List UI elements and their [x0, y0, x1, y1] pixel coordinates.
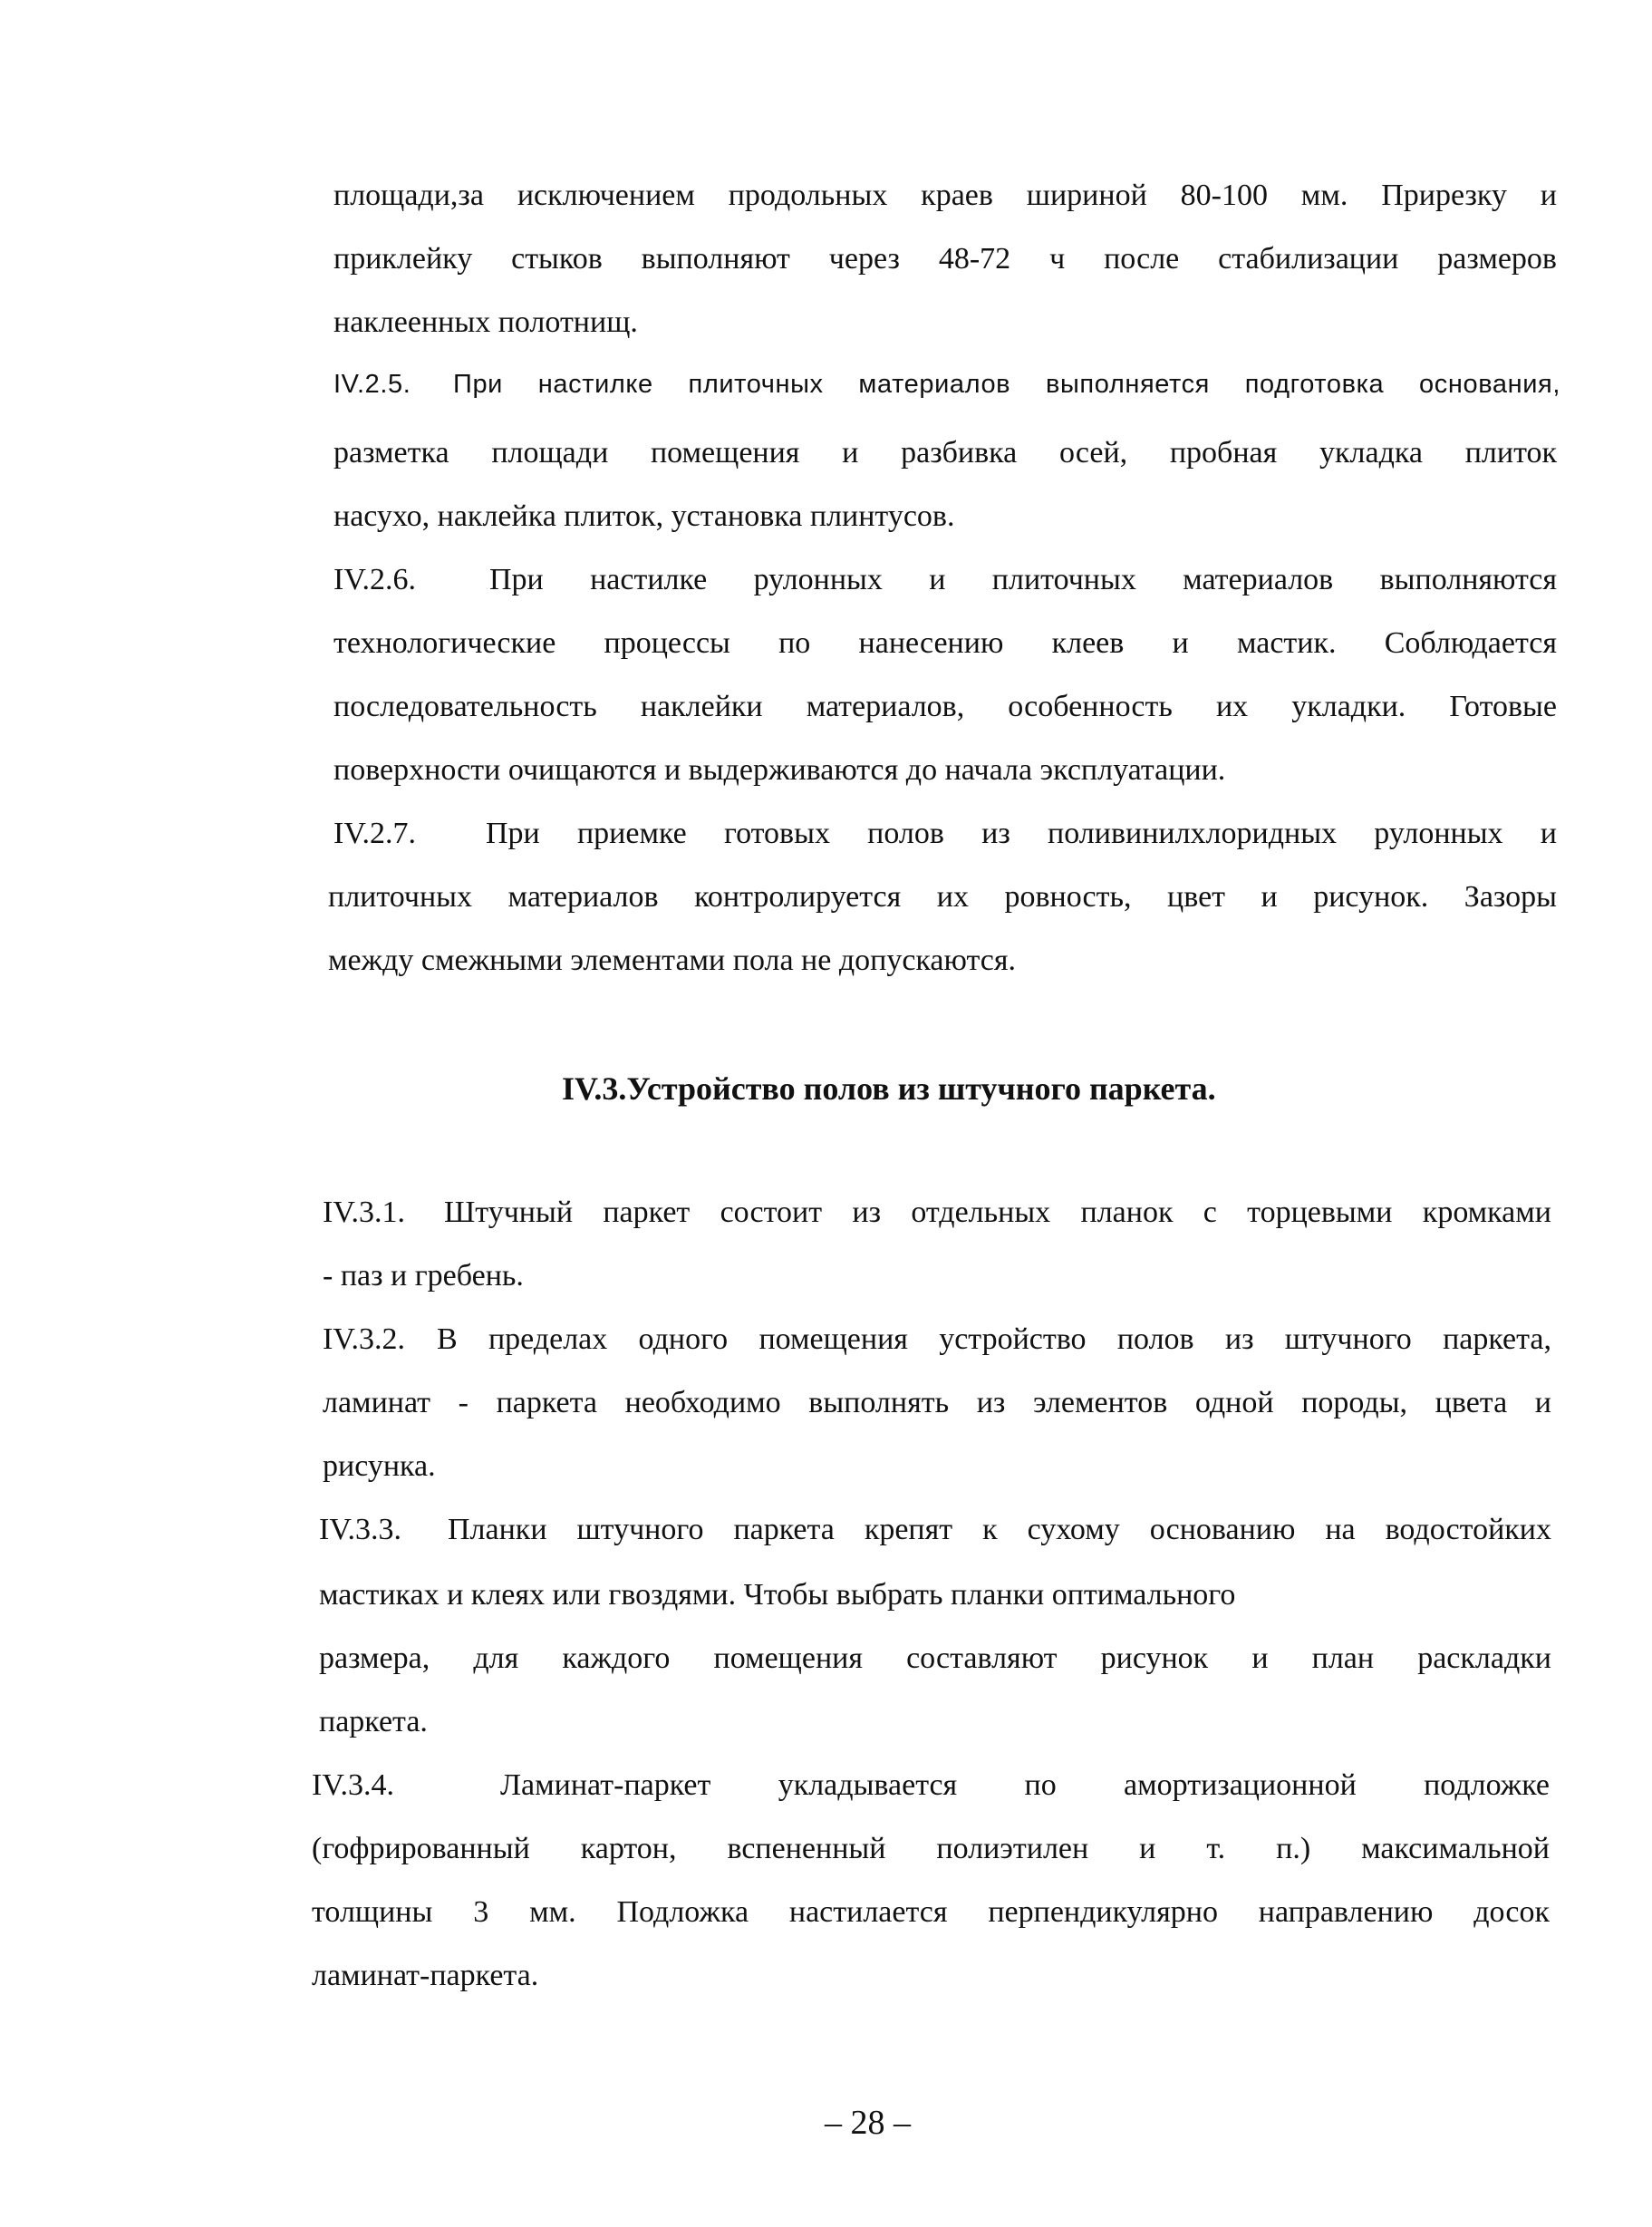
- section-heading: IV.3.Устройство полов из штучного паркета.: [562, 1070, 1216, 1107]
- paragraph-number: IV.2.7.: [333, 817, 416, 850]
- paragraph-line: поверхности очищаются и выдерживаются до начала эксплуатации.: [333, 753, 1226, 787]
- paragraph-number: IV.3.3.: [319, 1513, 401, 1546]
- paragraph-line: Ламинат-паркет укладывается по амортизационной подложке: [500, 1768, 1550, 1802]
- paragraph-line: Планки штучного паркета крепят к сухому основанию на водостойких: [448, 1513, 1551, 1546]
- paragraph-line: ламинат - паркета необходимо выполнять из элементов одной породы, цвета и: [323, 1386, 1551, 1419]
- paragraph-line: разметка площади помещения и разбивка осей, пробная укладка плиток: [333, 436, 1557, 470]
- paragraph-line: площади,за исключением продольных краев шириной 80-100 мм. Прирезку и: [333, 179, 1557, 212]
- page-number: – 28 –: [825, 2104, 911, 2142]
- paragraph-number: IV.3.2.: [323, 1322, 405, 1356]
- paragraph-line: При приемке готовых полов из поливинилхлоридных рулонных и: [486, 817, 1557, 850]
- paragraph-line: При настилке рулонных и плиточных материалов выполняются: [489, 563, 1557, 596]
- paragraph-line: последовательность наклейки материалов, особенность их укладки. Готовые: [333, 690, 1557, 723]
- paragraph-number: IV.3.4.: [312, 1768, 394, 1802]
- paragraph-line: размера, для каждого помещения составляют рисунок и план раскладки: [319, 1641, 1551, 1675]
- paragraph-line: - паз и гребень.: [323, 1259, 524, 1293]
- paragraph-line: наклеенных полотнищ.: [333, 305, 638, 339]
- paragraph-line: технологические процессы по нанесению клеев и мастик. Соблюдается: [333, 626, 1557, 660]
- paragraph-line: Штучный паркет состоит из отдельных планок с торцевыми кромками: [444, 1196, 1551, 1229]
- paragraph-line: мастиках и клеях или гвоздями. Чтобы выбрать планки оптимального: [319, 1578, 1236, 1612]
- paragraph-number: IV.3.1.: [323, 1196, 405, 1229]
- paragraph-line: При настилке плиточных материалов выполняется подготовка основания,: [453, 370, 1560, 399]
- paragraph-line: паркета.: [319, 1705, 428, 1738]
- paragraph-line: между смежными элементами пола не допускаются.: [328, 944, 1016, 977]
- paragraph-line: толщины 3 мм. Подложка настилается перпендикулярно направлению досок: [312, 1895, 1550, 1929]
- paragraph-line: плиточных материалов контролируется их ровность, цвет и рисунок. Зазоры: [328, 880, 1557, 914]
- paragraph-line: (гофрированный картон, вспененный полиэтилен и т. п.) максимальной: [312, 1832, 1550, 1865]
- paragraph-line: насухо, наклейка плиток, установка плинтусов.: [333, 499, 955, 533]
- paragraph-line: рисунка.: [323, 1449, 436, 1483]
- paragraph-line: ламинат-паркета.: [312, 1959, 539, 1992]
- paragraph-number: IV.2.5.: [333, 370, 411, 399]
- paragraph-number: IV.2.6.: [333, 563, 416, 596]
- paragraph-line: В пределах одного помещения устройство полов из штучного паркета,: [437, 1322, 1551, 1356]
- paragraph-line: приклейку стыков выполняют через 48-72 ч после стабилизации размеров: [333, 242, 1557, 276]
